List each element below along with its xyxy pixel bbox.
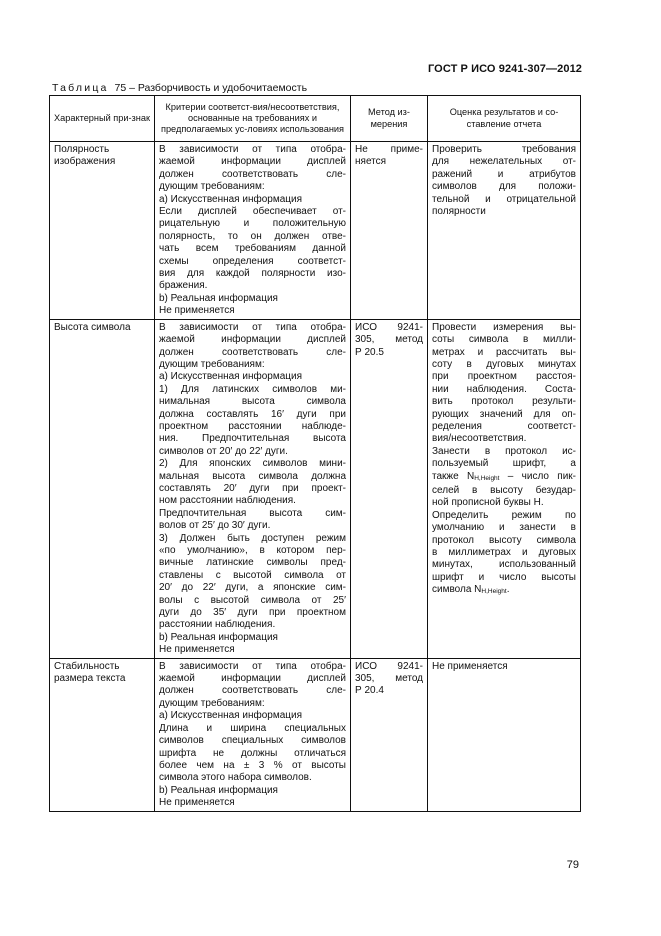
text-line: дующим требованиям: [159,358,265,370]
text-line: для нежелательных от- [432,156,576,168]
text-line: 2) Для японских символов мини- [159,458,346,470]
column-header-feature: Характерный при-знак [50,96,155,142]
text-line: символов специальных символов [159,735,346,747]
text-line: в миллиметрах и дуговых [432,547,576,558]
text-line: рующих значений для оп- [432,408,576,420]
cell-evaluation [428,658,581,811]
text-line: b) Реальная информация [159,784,278,796]
text-line: минутах, использованный [432,559,576,571]
text-line: «по умолчанию», в котором пер- [159,545,346,556]
legibility-table [49,95,581,812]
text-line: Длина и ширина специальных [159,722,346,734]
criteria-text [159,322,346,657]
text-line: a) Искусственная информация [159,371,302,383]
evaluation-text [432,661,576,673]
text-line: Не применяется [159,305,235,317]
text-line: селей в высоту безудар- [432,484,576,496]
text-line: b) Реальная информация [159,631,278,643]
subscript-tail-text: – число пик- [499,470,576,482]
subscript-text: H,Height [474,474,500,482]
text-line: более чем на ± 3 % от высоты [159,759,346,771]
table-row-text-size-stability [50,658,581,811]
text-line: шрифта не должны отличаться [159,747,346,759]
text-line: дуги до 35′ дуги при проектном [159,607,346,619]
text-line: пользуемый шрифт, а [432,458,576,470]
cell-method [351,142,428,320]
text-line: ной прописной буквы Н. [432,497,544,509]
text-line: Р 20.4 [355,685,384,697]
method-text [355,144,423,169]
text-line: рицательную и положительную [159,218,346,230]
evaluation-text [432,144,576,218]
text-line: ния. Предпочтительная высота [159,433,346,445]
column-header-evaluation: Оценка результатов и со-ставление отчета [428,96,581,142]
text-line: 3) Должен быть доступен режим [159,532,346,544]
text-line: ИСО 9241- [355,660,423,672]
cell-criteria [155,142,351,320]
text-line: нимальная высота символа [159,396,346,408]
cell-method [351,658,428,811]
text-line: бражения. [159,280,208,292]
text-line: Занести в протокол ис- [432,445,576,457]
column-header-method: Метод из-мерения [351,96,428,142]
text-line: должен соответствовать сле- [159,168,346,180]
text-line: мальная высота символа должна [159,470,346,482]
text-line: В зависимости от типа отобра- [159,321,346,333]
text-line: Не приме- [355,144,423,155]
text-line: Если дисплей обеспечивает от- [159,206,346,218]
text-line: расстоянии наблюдения. [159,619,276,631]
text-line: жаемой информации дисплей [159,156,346,168]
text-line: вичные латинские символы пред- [159,557,346,569]
text-line: схемы определения соответст- [159,255,346,267]
text-line: жаемой информации дисплей [159,673,346,685]
document-standard-header: ГОСТ Р ИСО 9241-307—2012 [427,63,582,75]
text-line: Не применяется [432,660,508,672]
text-line: при проектном расстоя- [432,371,576,383]
text-line: ИСО 9241- [355,321,423,333]
text-line: дующим требованиям: [159,181,265,193]
cell-criteria [155,658,351,811]
text-line: b) Реальная информация [159,292,278,304]
cell-feature: Высота символа [50,319,155,658]
evaluation-text [432,322,576,599]
text-line: В зависимости от типа отобра- [159,144,346,155]
text-line: умолчанию и занести в [432,522,576,534]
cell-feature: Полярность изображения [50,142,155,320]
text-line: тельной и отрицательной [432,193,576,205]
text-line: вить протокол результи- [432,396,576,408]
text-line: волов от 25′ до 30′ дуги. [159,520,271,532]
cell-feature: Стабильность размера текста [50,658,155,811]
table-caption [52,82,307,94]
text-line: няется [355,156,387,168]
text-line: В зависимости от типа отобра- [159,660,346,672]
text-line: должна составлять 16′ дуги при [159,408,346,420]
text-line: шрифт и число высоты [432,571,576,583]
table-row-polarity [50,142,581,320]
text-line: протокол высоту символа [432,534,576,546]
cell-evaluation [428,142,581,320]
cell-method [351,319,428,658]
text-line: составлять 20′ дуги при проект- [159,482,346,494]
text-line: жаемой информации дисплей [159,334,346,346]
method-text [355,322,423,359]
text-line: метрах и рассчитать вы- [432,346,576,358]
criteria-text [159,661,346,810]
text-line: полярности [432,206,486,218]
text-line: дующим требованиям: [159,697,265,709]
text-line: вия/несоответствия. [432,433,527,445]
text-line: Определить режим по [432,509,576,521]
text-line: проектном расстоянии наблюде- [159,420,346,432]
criteria-text [159,144,346,318]
text-line: волы с высотой символа от 25′ [159,594,346,606]
subscript-tail-text: . [506,584,510,596]
text-line: ном расстоянии наблюдения. [159,495,296,507]
text-line: Не применяется [159,797,235,809]
text-line: должен соответствовать сле- [159,685,346,697]
text-line: 305, метод [355,334,423,346]
text-line: Провести измерения вы- [432,321,576,333]
text-line: символов от 20′ до 22′ дуги. [159,445,288,457]
text-line: должен соответствовать сле- [159,346,346,358]
table-header-row [50,96,581,142]
method-text [355,661,423,698]
text-line: соты символа в милли- [432,334,576,346]
table-row-character-height [50,319,581,658]
column-header-criteria: Критерии соответст-вия/несоответствия, основанные на требованиях и предполагаемых ус-ловиях использования [155,96,351,142]
text-line: чать всем требованиям данной [159,243,346,255]
text-line: соту в дуговых минутах [432,358,576,370]
table-caption-title: 75 – Разборчивость и удобочитаемость [114,82,308,94]
subscript-text: H,Height [481,588,507,596]
text-line: 1) Для латинских символов ми- [159,383,346,395]
text-line: 305, метод [355,673,423,685]
text-line: символов для положи- [432,181,576,193]
table-caption-word: Таблица [52,82,109,94]
cell-criteria [155,319,351,658]
page-number: 79 [566,859,579,871]
text-line: нии наблюдения. Соста- [432,383,576,395]
text-line: символа NH,Height. [432,584,510,596]
text-line: ражений и атрибутов [432,168,576,180]
text-line: символа этого набора символов. [159,772,312,784]
text-line: Проверить требования [432,144,576,155]
text-line: вия для каждой полярности изо- [159,268,346,280]
text-line: 20′ до 22′ дуги, а японские сим- [159,582,346,594]
text-line: Не применяется [159,644,235,656]
text-line: Р 20.5 [355,346,384,358]
text-line: полярность, то он должен отве- [159,230,346,242]
text-line: также NH,Height – число пик- [432,470,576,482]
text-line: ределения соответст- [432,420,576,432]
text-line: ставлены с высотой символа от [159,569,346,581]
cell-evaluation [428,319,581,658]
text-line: a) Искусственная информация [159,710,302,722]
text-line: Предпочтительная высота сим- [159,507,346,519]
text-line: a) Искусственная информация [159,193,302,205]
